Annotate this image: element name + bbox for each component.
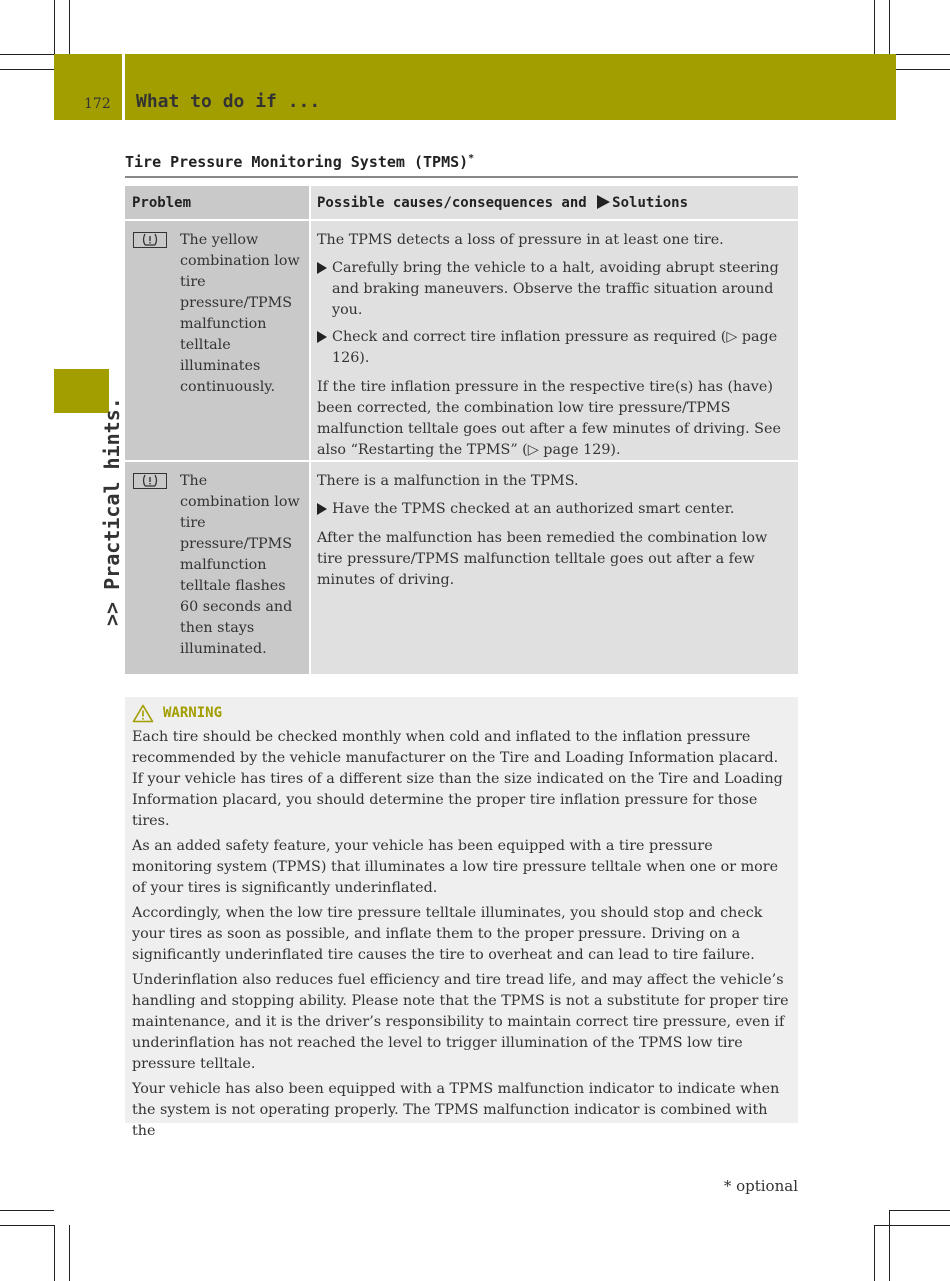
- table-header-row: [125, 186, 798, 221]
- crop-mark: [0, 1225, 54, 1226]
- solution-arrow-icon: [597, 195, 610, 209]
- section-title: [125, 153, 474, 171]
- chapter-title: What to do if ...: [136, 91, 321, 112]
- note-text: If the tire inflation pressure in the respective tire(s) has (have) been corrected, the combination low tire pressure/TPMS malfunction telltale goes out after a few minutes of driving. See also “Restarting the TPMS” (▷ page 129).: [317, 379, 781, 458]
- step-arrow-icon: [317, 331, 327, 343]
- crop-mark: [69, 1225, 70, 1281]
- step-text: Check and correct tire inflation pressure as required (▷ page 126).: [332, 329, 778, 366]
- crop-mark: [54, 0, 55, 54]
- warning-paragraph: Underinflation also reduces fuel efficiency and tire tread life, and may affect the vehicle’s handling and stopping ability. Please note that the TPMS is not a substitute for proper tire maintenance, and it is the driver’s responsibility to maintain correct tire pressure, even if underinflation has not reached the level to trigger illumination of the TPMS low tire pressure telltale.: [132, 972, 789, 1072]
- warning-paragraph: Accordingly, when the low tire pressure telltale illuminates, you should stop and check your tires as soon as possible, and inflate them to the proper pressure. Driving on a significantly underinflated tire causes the tire to overheat and can lead to tire failure.: [132, 905, 763, 963]
- crop-mark: [0, 1210, 54, 1211]
- page-number: 172: [84, 96, 111, 112]
- step-arrow-icon: [317, 503, 327, 515]
- crop-mark: [896, 69, 950, 70]
- problem-text: The combination low tire pressure/TPMS malfunction telltale flashes 60 seconds and then stays illuminated.: [180, 473, 300, 657]
- column-header-problem: Problem: [125, 186, 309, 219]
- tire-pressure-warning-icon: [133, 473, 167, 489]
- side-chapter-label: >> Practical hints.: [100, 397, 124, 626]
- solution-step: [317, 327, 792, 369]
- crop-mark: [896, 54, 950, 55]
- problem-cell: [125, 221, 309, 460]
- cause-text: There is a malfunction in the TPMS.: [317, 473, 579, 489]
- solution-step: [317, 499, 792, 520]
- column-header-solutions-prefix: Possible causes/consequences and: [317, 195, 587, 211]
- crop-mark: [874, 1225, 875, 1281]
- column-header-solutions-suffix: Solutions: [612, 195, 689, 211]
- problem-cell: [125, 462, 309, 674]
- warning-box: [125, 697, 798, 1139]
- tire-pressure-warning-icon: [133, 232, 167, 248]
- solution-cell: [309, 462, 798, 674]
- crop-mark: [889, 1210, 890, 1281]
- header-separator: [122, 54, 125, 120]
- step-text: Have the TPMS checked at an authorized smart center.: [332, 501, 735, 517]
- crop-mark: [0, 54, 54, 55]
- warning-paragraph: As an added safety feature, your vehicle has been equipped with a tire pressure monitoring system (TPMS) that illuminates a low tire pressure telltale when one or more of your tires is significantly underinflated.: [132, 838, 779, 896]
- crop-mark: [889, 1210, 950, 1211]
- section-title-text: Tire Pressure Monitoring System (TPMS): [125, 153, 469, 171]
- warning-triangle-icon: [132, 704, 154, 723]
- note-text: After the malfunction has been remedied the combination low tire pressure/TPMS malfunction telltale goes out after a few minutes of driving.: [317, 530, 768, 588]
- column-header-solutions: [309, 186, 798, 219]
- footnote: * optional: [723, 1177, 798, 1195]
- title-rule: [125, 176, 798, 178]
- crop-mark: [874, 0, 875, 54]
- solution-step: [317, 258, 792, 321]
- problem-text: The yellow combination low tire pressure/TPMS malfunction telltale illuminates continuously.: [180, 232, 300, 395]
- solution-cell: [309, 221, 798, 460]
- table-row: [125, 462, 798, 674]
- crop-mark: [874, 1225, 950, 1226]
- warning-heading-text: WARNING: [163, 705, 223, 721]
- warning-heading: [132, 702, 791, 724]
- tpms-table: [125, 186, 798, 674]
- crop-mark: [54, 1225, 55, 1281]
- table-row: [125, 221, 798, 462]
- step-arrow-icon: [317, 262, 327, 274]
- cause-text: The TPMS detects a loss of pressure in at least one tire.: [317, 232, 724, 248]
- crop-mark: [889, 0, 890, 54]
- warning-paragraph: Each tire should be checked monthly when cold and inflated to the inflation pressure recommended by the vehicle manufacturer on the Tire and Loading Information placard. If your vehicle has tires of a different size than the size indicated on the Tire and Loading Information placard, you should determine the proper tire inflation pressure for those tires.: [132, 729, 783, 829]
- crop-mark: [69, 0, 70, 54]
- step-text: Carefully bring the vehicle to a halt, avoiding abrupt steering and braking maneuvers. Observe the traffic situation around you.: [332, 260, 779, 318]
- warning-paragraph: Your vehicle has also been equipped with a TPMS malfunction indicator to indicate when the system is not operating properly. The TPMS malfunction indicator is combined with the: [132, 1081, 780, 1139]
- crop-mark: [0, 69, 54, 70]
- optional-marker: *: [468, 153, 475, 164]
